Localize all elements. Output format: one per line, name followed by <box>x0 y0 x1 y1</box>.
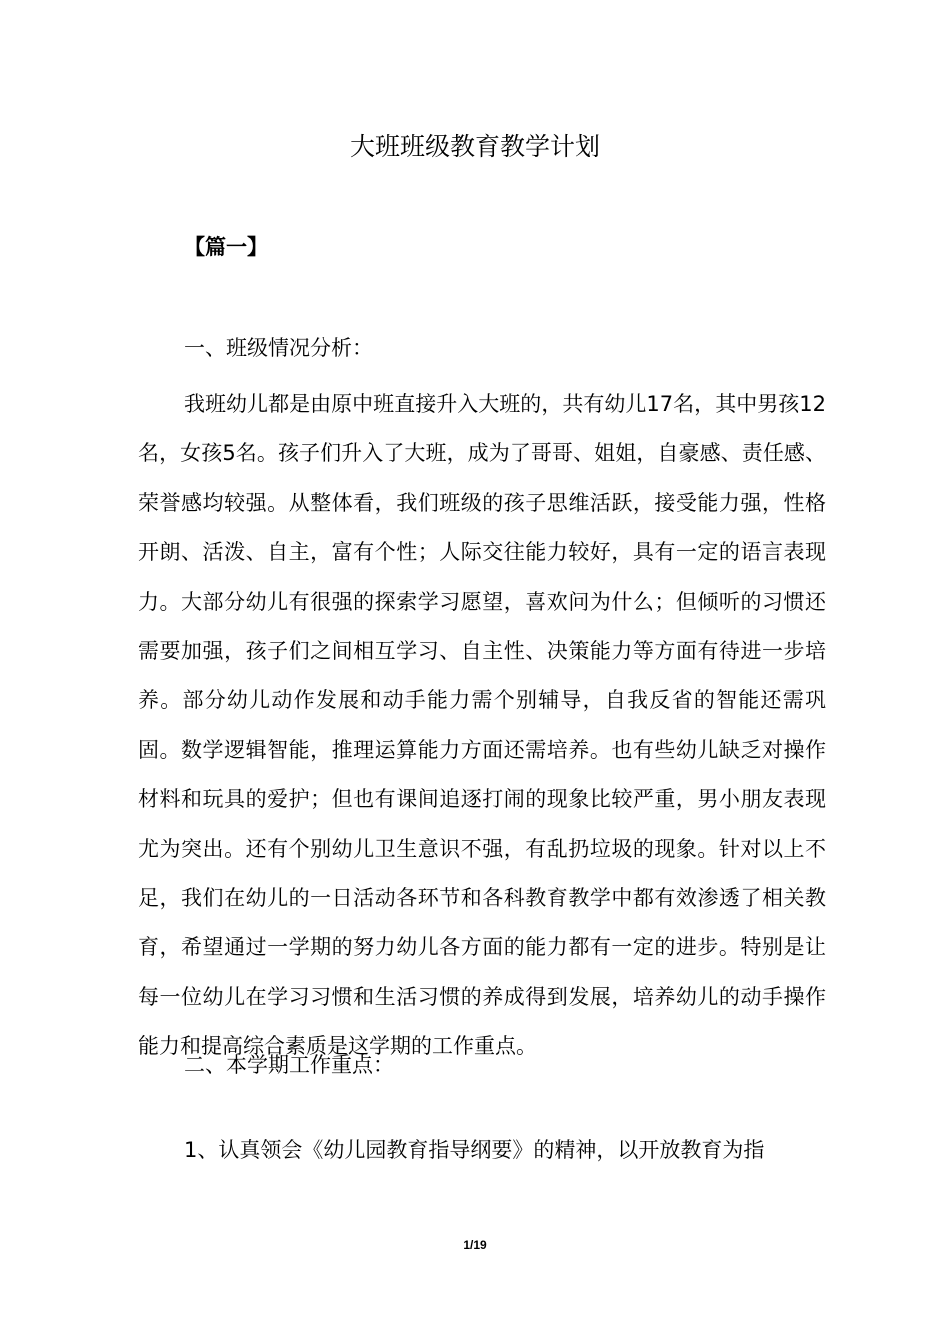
section-label: 【篇一】 <box>184 235 268 259</box>
body-paragraph: 我班幼儿都是由原中班直接升入大班的，共有幼儿17名，其中男孩12名，女孩5名。孩子们升入了大班，成为了哥哥、姐姐，自豪感、责任感、荣誉感均较强。从整体看，我们班级的孩子思维活跃，接受能力强，性格开朗、活泼、自主，富有个性；人际交往能力较好，具有一定的语言表现力。大部分幼儿有很强的探索学习愿望，喜欢问为什么；但倾听的习惯还需要加强，孩子们之间相互学习、自主性、决策能力等方面有待进一步培养。部分幼儿动作发展和动手能力需个别辅导，自我反省的智能还需巩固。数学逻辑智能，推理运算能力方面还需培养。也有些幼儿缺乏对操作材料和玩具的爱护；但也有课间追逐打闹的现象比较严重，男小朋友表现尤为突出。还有个别幼儿卫生意识不强，有乱扔垃圾的现象。针对以上不足，我们在幼儿的一日活动各环节和各科教育教学中都有效渗透了相关教育，希望通过一学期的努力幼儿各方面的能力都有一定的进步。特别是让每一位幼儿在学习习惯和生活习惯的养成得到发展，培养幼儿的动手操作能力和提高综合素质是这学期的工作重点。 <box>138 392 826 1059</box>
page-number: 1/19 <box>463 1238 487 1252</box>
section-heading-class-analysis: 一、班级情况分析： <box>184 336 373 360</box>
list-item: 1、认真领会《幼儿园教育指导纲要》的精神，以开放教育为指 <box>184 1138 765 1162</box>
section-heading-work-focus: 二、本学期工作重点： <box>184 1053 394 1077</box>
page-title: 大班班级教育教学计划 <box>349 132 600 161</box>
